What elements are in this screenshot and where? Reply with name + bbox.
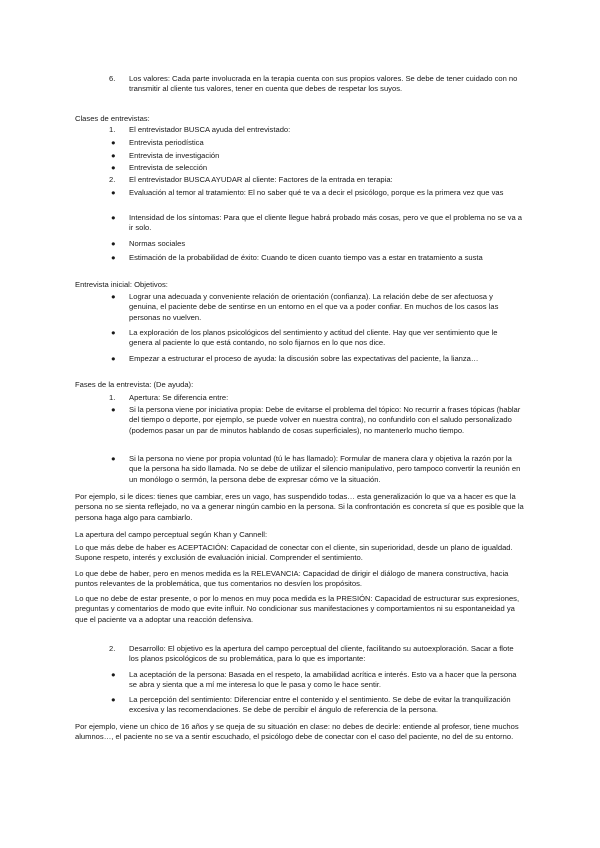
bullet-icon: ● [111, 695, 116, 704]
presion-paragraph: Lo que no debe de estar presente, o por lo menos en muy poca medida es la PRESIÓN: Capacidad de estructurar sus expresiones, preguntas y comentarios de modo que evite influir. No condicionar sus manifestaciones y comportamientos ni su espontaneidad ya que el paciente va a adoptar una reacción defensiva. [75, 594, 520, 624]
list-number: 6. [109, 74, 116, 83]
bullet-icon: ● [111, 292, 116, 301]
list-item: Normas sociales [129, 239, 186, 248]
ejemplo-paragraph: Por ejemplo, viene un chico de 16 años y se queja de su situación en clase: no debes de decirle: entiende al profesor, tiene muchos alumnos…, el paciente no se va a sentir escuchado, el psicólogo debe de conectar con el caso del paciente, no del de su entorno. [75, 722, 519, 742]
list-item: Si la persona no viene por propia voluntad (tú le has llamado): Formular de manera clara y objetiva la razón por la que la persona ha sido llamada. No se debe de utilizar el silencio manipulativo, pero tampoco convertir la reunión en un monólogo o sermón, la persona debe de expresar cómo ve la situación. [129, 454, 521, 484]
clases-item-1: El entrevistador BUSCA ayuda del entrevistado: [129, 125, 291, 134]
list-item: Entrevista periodística [129, 138, 204, 147]
apertura-heading: La apertura del campo perceptual según Khan y Cannell: [75, 530, 268, 539]
list-item: Entrevista de selección [129, 163, 208, 172]
list-item: Empezar a estructurar el proceso de ayuda: la discusión sobre las expectativas del paciente, la lianza… [129, 354, 479, 363]
list-item: Evaluación al temor al tratamiento: El no saber qué te va a decir el psicólogo, porque es la primera vez que vas [129, 188, 504, 197]
list-item: La exploración de los planos psicológicos del sentimiento y actitud del cliente. Hay que ver sentimiento que le genera al paciente lo que está contando, no solo fijarnos en lo que nos dice. [129, 328, 498, 348]
bullet-icon: ● [111, 354, 116, 363]
bullet-icon: ● [111, 151, 116, 160]
inicial-heading: Entrevista inicial: Objetivos: [75, 280, 168, 289]
bullet-icon: ● [111, 163, 116, 172]
clases-item-2: El entrevistador BUSCA AYUDAR al cliente: Factores de la entrada en terapia: [129, 175, 393, 184]
list-item: Intensidad de los síntomas: Para que el cliente llegue habrá probado más cosas, pero ve que el problema no se va a ir solo. [129, 213, 523, 233]
list-number: 2. [109, 644, 116, 653]
bullet-icon: ● [111, 188, 116, 197]
list-item: La percepción del sentimiento: Diferenciar entre el contenido y el sentimiento. Se debe de evitar la tranquilización excesiva y las recomendaciones. Se debe de percibir el ángulo de referencia de la persona. [129, 695, 511, 715]
bullet-icon: ● [111, 328, 116, 337]
fases-heading: Fases de la entrevista: (De ayuda): [75, 380, 194, 389]
list-item: Entrevista de investigación [129, 151, 220, 160]
bullet-icon: ● [111, 253, 116, 262]
list-number: 1. [109, 125, 116, 134]
fases-item-1: Apertura: Se diferencia entre: [129, 393, 229, 402]
bullet-icon: ● [111, 405, 116, 414]
list-item: Estimación de la probabilidad de éxito: Cuando te dicen cuanto tiempo vas a estar en tratamiento a susta [129, 253, 483, 262]
list-item: Lograr una adecuada y conveniente relación de orientación (confianza). La relación debe de ser afectuosa y genuina, el paciente debe de sentirse en un entorno en el que va a poder confiar. En muchos de los casos las personas no vuelven. [129, 292, 499, 322]
bullet-icon: ● [111, 670, 116, 679]
list-item: La aceptación de la persona: Basada en el respeto, la amabilidad acrítica e interés. Esto va a hacer que la persona se abra y sienta que a mí me interesa lo que le pasa y como le hace sentir. [129, 670, 517, 690]
bullet-icon: ● [111, 213, 116, 222]
bullet-icon: ● [111, 454, 116, 463]
clases-heading: Clases de entrevistas: [75, 114, 150, 123]
bullet-icon: ● [111, 138, 116, 147]
aceptacion-paragraph: Lo que más debe de haber es ACEPTACIÓN: Capacidad de conectar con el cliente, sin superioridad, desde un plano de igualdad. Supone respeto, interés y exclusión de evaluación inicial. Comprender el sentimiento. [75, 543, 513, 563]
fases-item-2: Desarrollo: El objetivo es la apertura del campo perceptual del cliente, facilitando su autoexploración. Sacar a flote los planos psicológicos de su problemática, para lo que es importante: [129, 644, 514, 664]
bullet-icon: ● [111, 239, 116, 248]
list-number: 1. [109, 393, 116, 402]
list-item: Si la persona viene por iniciativa propia: Debe de evitarse el problema del tópico: No recurrir a frases tópicas (hablar del tiempo o deporte, por ejemplo, se puede volver en nuestra contra), no confundirlo con el saludo personalizado (podemos pasar un par de minutos hablando de cosas superficiales), no mantenerlo mucho tiempo. [129, 405, 521, 435]
ejemplo-paragraph: Por ejemplo, si le dices: tienes que cambiar, eres un vago, has suspendido todas… esta generalización lo que va a hacer es que la persona no se sienta reflejado, no va a generar ningún cambio en la persona. Si la confrontación es concreta sí que es posible que la persona haga algo para cambiarlo. [75, 492, 524, 522]
list-number: 2. [109, 175, 116, 184]
relevancia-paragraph: Lo que debe de haber, pero en menos medida es la RELEVANCIA: Capacidad de dirigir el diálogo de manera constructiva, hacia puntos relevantes de la problemática, que tus comentarios no desvíen los propósitos. [75, 569, 509, 589]
valores-paragraph: Los valores: Cada parte involucrada en la terapia cuenta con sus propios valores. Se debe de tener cuidado con no transmitir al cliente tus valores, tener en cuenta que debes de respetar los suyos. [129, 74, 518, 94]
